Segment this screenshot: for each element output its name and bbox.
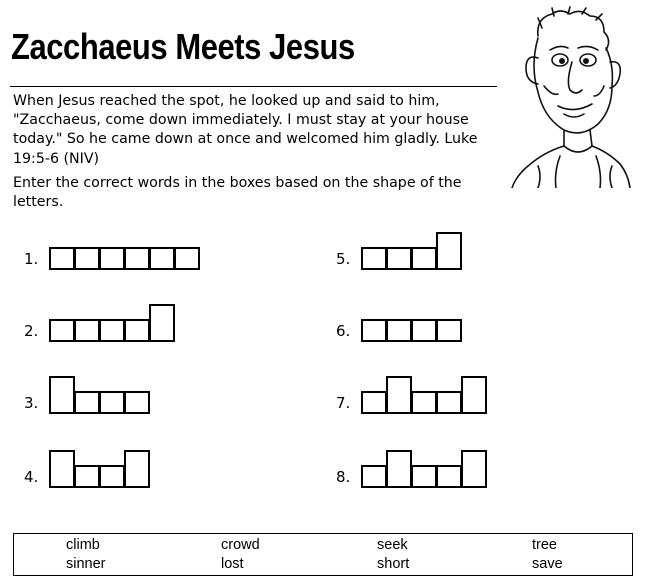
letter-box-short[interactable] <box>74 465 100 488</box>
letter-box-short[interactable] <box>174 247 200 270</box>
word-bank-item: save <box>532 556 563 572</box>
title-divider <box>10 86 497 87</box>
letter-box-tall[interactable] <box>49 376 75 414</box>
word-bank-item: climb <box>66 537 100 553</box>
letter-box-short[interactable] <box>361 465 387 488</box>
letter-box-short[interactable] <box>49 247 75 270</box>
letter-box-tall[interactable] <box>49 450 75 488</box>
question-6 <box>336 292 536 342</box>
letter-box-tall[interactable] <box>386 376 412 414</box>
letter-box-short[interactable] <box>436 465 462 488</box>
question-4 <box>24 438 224 488</box>
question-number: 3. <box>24 394 39 412</box>
letter-box-short[interactable] <box>124 391 150 414</box>
letter-box-short[interactable] <box>74 247 100 270</box>
letter-box-short[interactable] <box>411 465 437 488</box>
letter-box-short[interactable] <box>411 319 437 342</box>
instructions: Enter the correct words in the boxes based on the shape of the letters. <box>13 175 462 211</box>
letter-box-short[interactable] <box>99 391 125 414</box>
question-number: 5. <box>336 250 351 268</box>
letter-box-short[interactable] <box>124 319 150 342</box>
letter-box-tall[interactable] <box>461 376 487 414</box>
question-number: 6. <box>336 322 351 340</box>
word-bank <box>13 533 633 576</box>
letter-box-short[interactable] <box>99 247 125 270</box>
letter-box-tall[interactable] <box>436 232 462 270</box>
letter-box-short[interactable] <box>74 391 100 414</box>
word-bank-item: seek <box>377 537 408 553</box>
page-title: Zacchaeus Meets Jesus <box>11 26 355 67</box>
letter-box-short[interactable] <box>49 319 75 342</box>
question-5 <box>336 220 536 270</box>
word-bank-item: sinner <box>66 556 106 572</box>
letter-box-short[interactable] <box>436 391 462 414</box>
letter-box-short[interactable] <box>99 319 125 342</box>
zacchaeus-illustration <box>508 6 632 188</box>
letter-box-tall[interactable] <box>149 304 175 342</box>
question-number: 1. <box>24 250 39 268</box>
word-bank-item: crowd <box>221 537 260 553</box>
question-number: 7. <box>336 394 351 412</box>
letter-box-short[interactable] <box>361 247 387 270</box>
question-number: 4. <box>24 468 39 486</box>
question-3 <box>24 364 224 414</box>
word-bank-item: tree <box>532 537 557 553</box>
question-number: 8. <box>336 468 351 486</box>
letter-box-short[interactable] <box>411 391 437 414</box>
letter-box-short[interactable] <box>74 319 100 342</box>
letter-box-tall[interactable] <box>386 450 412 488</box>
question-1 <box>24 220 224 270</box>
question-number: 2. <box>24 322 39 340</box>
letter-box-short[interactable] <box>124 247 150 270</box>
letter-box-short[interactable] <box>99 465 125 488</box>
question-7 <box>336 364 536 414</box>
word-bank-item: lost <box>221 556 244 572</box>
letter-box-tall[interactable] <box>124 450 150 488</box>
letter-box-short[interactable] <box>411 247 437 270</box>
question-2 <box>24 292 224 342</box>
letter-box-short[interactable] <box>386 247 412 270</box>
letter-box-short[interactable] <box>361 319 387 342</box>
bible-verse: When Jesus reached the spot, he looked up and said to him, "Zacchaeus, come down immediately. I must stay at your house today." So he came down at once and welcomed him gladly. Luke 19:5-6 (NIV) <box>13 93 478 167</box>
letter-box-short[interactable] <box>436 319 462 342</box>
word-bank-item: short <box>377 556 410 572</box>
letter-box-short[interactable] <box>361 391 387 414</box>
letter-box-tall[interactable] <box>461 450 487 488</box>
letter-box-short[interactable] <box>149 247 175 270</box>
letter-box-short[interactable] <box>386 319 412 342</box>
question-8 <box>336 438 536 488</box>
